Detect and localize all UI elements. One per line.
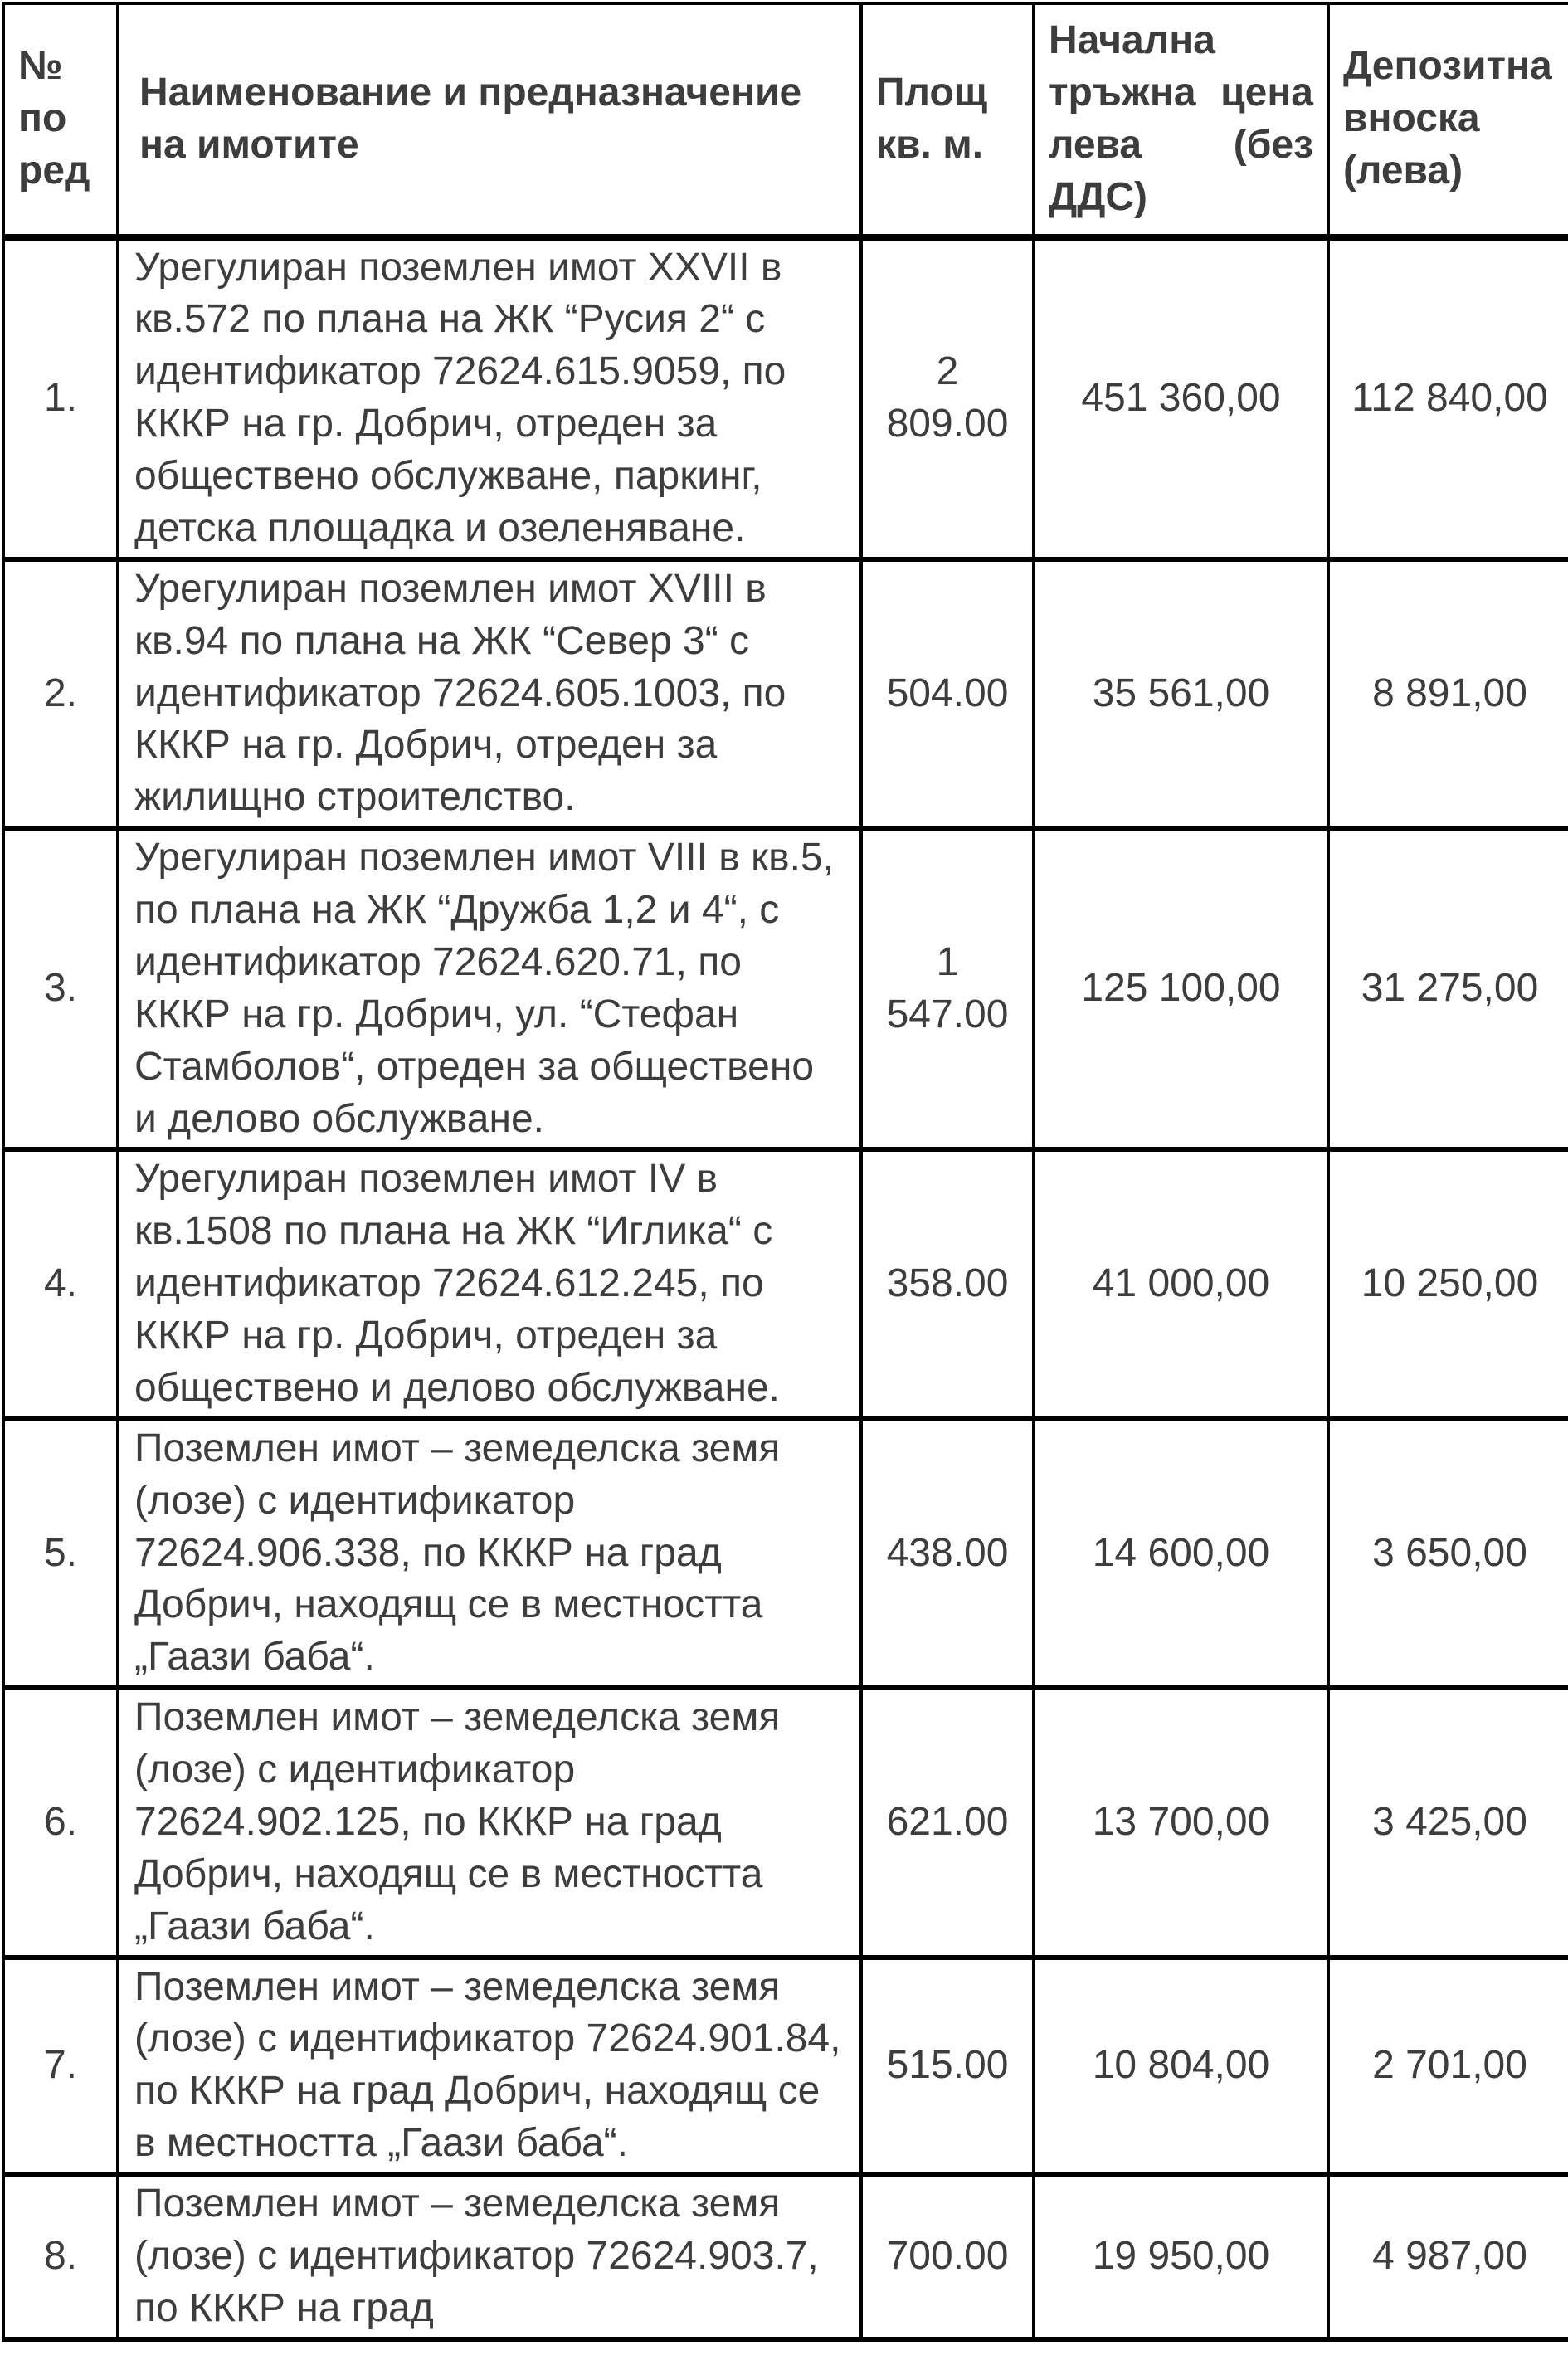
table-row [3,1688,1568,1957]
table-row [3,237,1568,559]
area-cell: 504.00 [861,559,1034,828]
property-description-cell: Урегулиран поземлен имот XVIII в кв.94 по плана на ЖК “Север 3“ с идентификатор 72624.605.1003, по КККР на гр. Добрич, отреден за жилищно строителство. [118,559,861,828]
deposit-cell: 10 250,00 [1328,1149,1568,1418]
deposit-cell: 3 425,00 [1328,1688,1568,1957]
area-cell: 438.00 [861,1419,1034,1688]
column-header-starting-price: Начална тръжна цена лева (без ДДС) [1034,3,1328,237]
deposit-cell: 112 840,00 [1328,237,1568,559]
deposit-cell: 2 701,00 [1328,1958,1568,2175]
area-cell: 2 809.00 [861,237,1034,559]
property-description-cell: Урегулиран поземлен имот XXVII в кв.572 по плана на ЖК “Русия 2“ с идентификатор 72624.615.9059, по КККР на гр. Добрич, отреден за обществено обслужване, паркинг, детска площадка и озеленяване. [118,237,861,559]
area-cell: 515.00 [861,1958,1034,2175]
column-header-area: Площ кв. м. [861,3,1034,237]
property-description-cell: Поземлен имот – земеделска земя (лозе) с идентификатор 72624.901.84, по КККР на град Добрич, находящ се в местността „Гаази баба“. [118,1958,861,2175]
header-row [3,3,1568,237]
row-number-cell: 6. [3,1688,118,1957]
property-description-cell: Поземлен имот – земеделска земя (лозе) с идентификатор 72624.902.125, по КККР на град Добрич, находящ се в местността „Гаази баба“. [118,1688,861,1957]
starting-price-cell: 451 360,00 [1034,237,1328,559]
area-cell: 621.00 [861,1688,1034,1957]
starting-price-cell: 13 700,00 [1034,1688,1328,1957]
starting-price-cell: 125 100,00 [1034,828,1328,1149]
deposit-cell: 31 275,00 [1328,828,1568,1149]
property-description-cell: Поземлен имот – земеделска земя (лозе) с идентификатор 72624.906.338, по КККР на град Добрич, находящ се в местността „Гаази баба“. [118,1419,861,1688]
starting-price-cell: 35 561,00 [1034,559,1328,828]
row-number-cell: 3. [3,828,118,1149]
table-row [3,828,1568,1149]
table-row [3,1419,1568,1688]
table-body [3,237,1568,2339]
table-row [3,2174,1568,2339]
property-description-cell: Урегулиран поземлен имот VIII в кв.5, по плана на ЖК “Дружба 1,2 и 4“, с идентификатор 72624.620.71, по КККР на гр. Добрич, ул. “Стефан Стамболов“, отреден за обществено и делово обслужване. [118,828,861,1149]
row-number-cell: 8. [3,2174,118,2339]
starting-price-cell: 10 804,00 [1034,1958,1328,2175]
table-row [3,1149,1568,1418]
table-row [3,559,1568,828]
table-header [3,3,1568,237]
row-number-cell: 5. [3,1419,118,1688]
column-header-row-number: № по ред [3,3,118,237]
starting-price-cell: 14 600,00 [1034,1419,1328,1688]
column-header-deposit: Депозитна вноска (лева) [1328,3,1568,237]
deposit-cell: 8 891,00 [1328,559,1568,828]
row-number-cell: 7. [3,1958,118,2175]
starting-price-cell: 41 000,00 [1034,1149,1328,1418]
property-description-cell: Поземлен имот – земеделска земя (лозе) с идентификатор 72624.903.7, по КККР на град [118,2174,861,2339]
deposit-cell: 4 987,00 [1328,2174,1568,2339]
area-cell: 700.00 [861,2174,1034,2339]
starting-price-cell: 19 950,00 [1034,2174,1328,2339]
row-number-cell: 4. [3,1149,118,1418]
deposit-cell: 3 650,00 [1328,1419,1568,1688]
row-number-cell: 2. [3,559,118,828]
table-row [3,1958,1568,2175]
column-header-property-name: Наименование и предназначение на имотите [118,3,861,237]
area-cell: 358.00 [861,1149,1034,1418]
row-number-cell: 1. [3,237,118,559]
properties-table [2,2,1568,2342]
area-cell: 1 547.00 [861,828,1034,1149]
property-description-cell: Урегулиран поземлен имот IV в кв.1508 по плана на ЖК “Иглика“ с идентификатор 72624.612.245, по КККР на гр. Добрич, отреден за обществено и делово обслужване. [118,1149,861,1418]
